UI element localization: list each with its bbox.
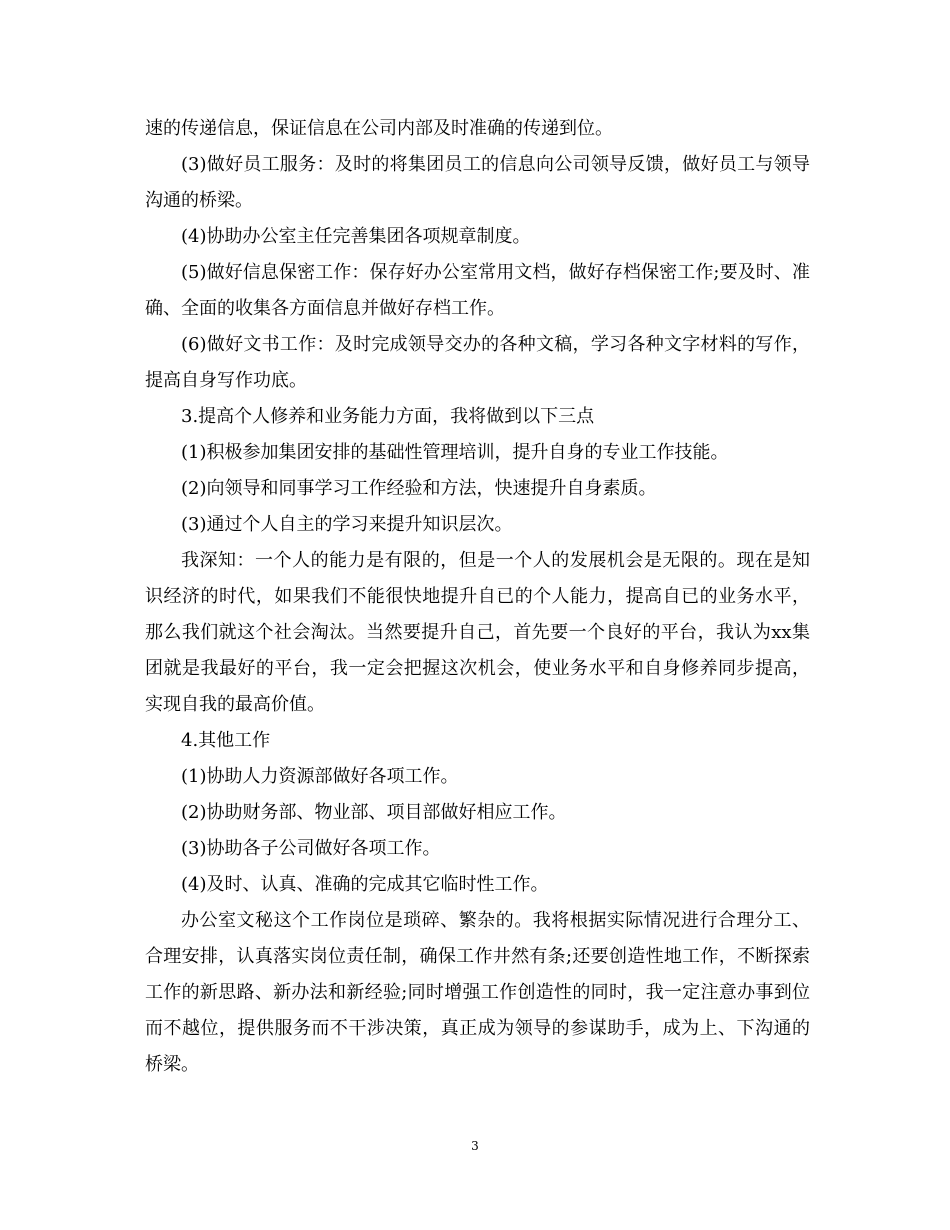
page-number: 3: [471, 1139, 479, 1153]
section-heading: 4.其他工作: [181, 730, 271, 751]
paragraph: (1)积极参加集团安排的基础性管理培训，提升自身的专业工作技能。: [181, 442, 729, 463]
paragraph: (3)协助各子公司做好各项工作。: [181, 838, 441, 859]
paragraph: (2)向领导和同事学习工作经验和方法，快速提升自身素质。: [181, 478, 657, 499]
paragraph: (5)做好信息保密工作：保存好办公室常用文档，做好存档保密工作;要及时、准确、全面的收集各方面信息并做好存档工作。: [145, 262, 810, 319]
paragraph: (3)做好员工服务：及时的将集团员工的信息向公司领导反馈，做好员工与领导沟通的桥梁。: [145, 154, 810, 211]
document-body: [145, 111, 810, 1083]
paragraph: (3)通过个人自主的学习来提升知识层次。: [181, 514, 513, 535]
paragraph: 办公室文秘这个工作岗位是琐碎、繁杂的。我将根据实际情况进行合理分工、合理安排，认真落实岗位责任制，确保工作井然有条;还要创造性地工作，不断探索工作的新思路、新办法和新经验;同时增强工作创造性的同时，我一定注意办事到位而不越位，提供服务而不干涉决策，真正成为领导的参谋助手，成为上、下沟通的桥梁。: [145, 910, 810, 1075]
paragraph: (6)做好文书工作：及时完成领导交办的各种文稿，学习各种文字材料的写作，提高自身写作功底。: [145, 334, 810, 391]
paragraph: 我深知：一个人的能力是有限的，但是一个人的发展机会是无限的。现在是知识经济的时代，如果我们不能很快地提升自已的个人能力，提高自已的业务水平，那么我们就这个社会淘汰。当然要提升自己，首先要一个良好的平台，我认为xx集团就是我最好的平台，我一定会把握这次机会，使业务水平和自身修养同步提高，实现自我的最高价值。: [145, 550, 810, 715]
paragraph: (1)协助人力资源部做好各项工作。: [181, 766, 459, 787]
paragraph: (2)协助财务部、物业部、项目部做好相应工作。: [181, 802, 567, 823]
paragraph: (4)协助办公室主任完善集团各项规章制度。: [181, 226, 531, 247]
paragraph: 速的传递信息，保证信息在公司内部及时准确的传递到位。: [145, 118, 613, 139]
paragraph: (4)及时、认真、准确的完成其它临时性工作。: [181, 874, 549, 895]
section-heading: 3.提高个人修养和业务能力方面，我将做到以下三点: [181, 406, 595, 427]
